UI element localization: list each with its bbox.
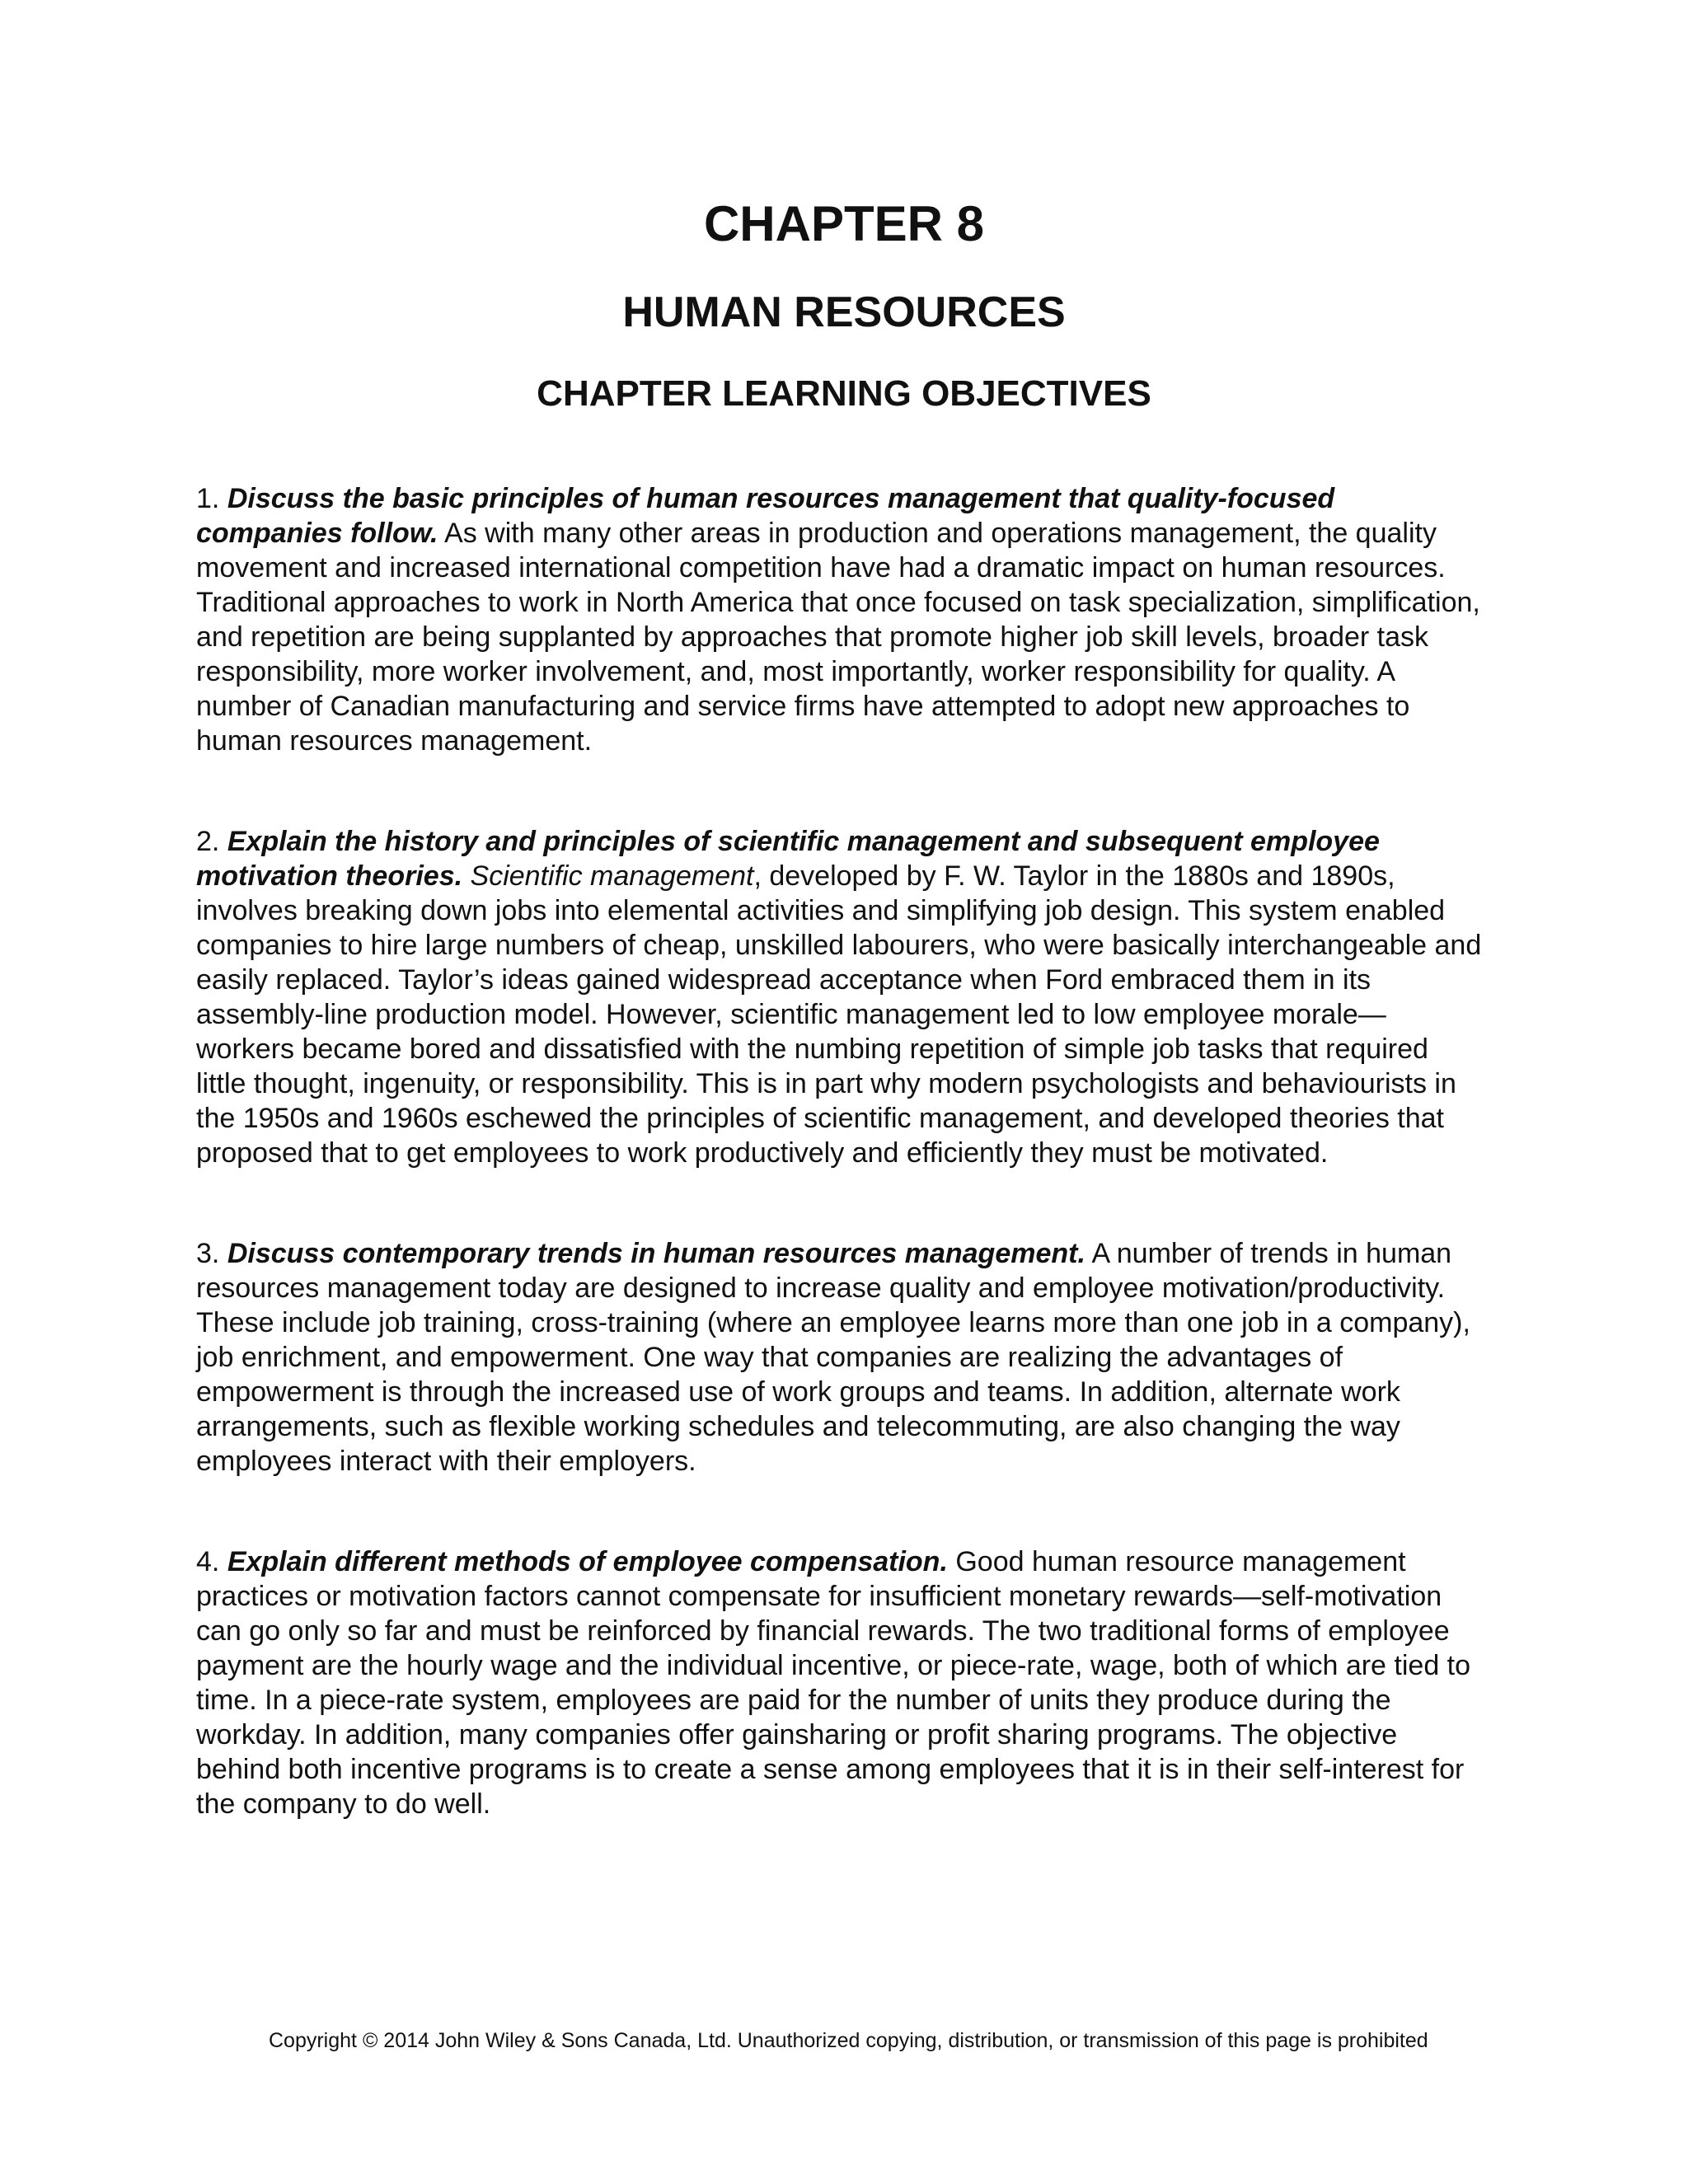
copyright-footer: Copyright © 2014 John Wiley & Sons Canada, Ltd. Unauthorized copying, distribution, or transmission of this page is prohibited [269,2029,1428,2052]
objective-body: As with many other areas in production and operations management, the quality movement and increased international competition have had a dramatic impact on human resources. Traditional approaches to work in North America that once focused on task specialization, simplification, and repetition are being supplanted by approaches that promote higher job skill levels, broader task responsibility, more worker involvement, and, most importantly, worker responsibility for quality. A number of Canadian manufacturing and service firms have attempted to adopt new approaches to human resources management. [196,518,1480,757]
learning-objective-3 [196,1236,1482,1479]
learning-objectives-list [196,481,1482,1821]
learning-objective-2 [196,824,1482,1170]
chapter-number: CHAPTER 8 [703,196,985,251]
objective-number: 3. [196,1238,220,1269]
chapter-title: HUMAN RESOURCES [622,288,1066,336]
section-heading: CHAPTER LEARNING OBJECTIVES [537,373,1151,414]
objective-heading: Discuss the basic principles of human resources management that quality-focused companies follow. [196,483,1335,549]
objective-italic-term: Scientific management [470,860,754,892]
objective-body: , developed by F. W. Taylor in the 1880s and 1890s, involves breaking down jobs into elemental activities and simplifying job design. This system enabled companies to hire large numbers of cheap, unskilled labourers, who were basically interchangeable and easily replaced. Taylor’s ideas gained widespread acceptance when Ford embraced them in its assembly-line production model. However, scientific management led to low employee morale—workers became bored and dissatisfied with the numbing repetition of simple job tasks that required little thought, ingenuity, or responsibility. This is in part why modern psychologists and behaviourists in the 1950s and 1960s eschewed the principles of scientific management, and developed theories that proposed that to get employees to work productively and efficiently they must be motivated. [196,860,1482,1169]
objective-number: 1. [196,483,220,514]
learning-objective-4 [196,1544,1482,1821]
objective-number: 2. [196,826,220,857]
objective-heading: Discuss contemporary trends in human resources management. [227,1238,1085,1269]
learning-objective-1 [196,481,1482,758]
objective-body: A number of trends in human resources management today are designed to increase quality and employee motivation/productivity. These include job training, cross-training (where an employee learns more than one job in a company), job enrichment, and empowerment. One way that companies are realizing the advantages of empowerment is through the increased use of work groups and teams. In addition, alternate work arrangements, such as flexible working schedules and telecommuting, are also changing the way employees interact with their employers. [196,1238,1470,1477]
objective-heading: Explain the history and principles of scientific management and subsequent employee motivation theories. [196,826,1380,892]
objective-number: 4. [196,1546,220,1577]
objective-body: Good human resource management practices or motivation factors cannot compensate for insufficient monetary rewards—self-motivation can go only so far and must be reinforced by financial rewards. The two traditional forms of employee payment are the hourly wage and the individual incentive, or piece-rate, wage, both of which are tied to time. In a piece-rate system, employees are paid for the number of units they produce during the workday. In addition, many companies offer gainsharing or profit sharing programs. The objective behind both incentive programs is to create a sense among employees that it is in their self-interest for the company to do well. [196,1546,1471,1820]
objective-heading: Explain different methods of employee compensation. [227,1546,948,1577]
